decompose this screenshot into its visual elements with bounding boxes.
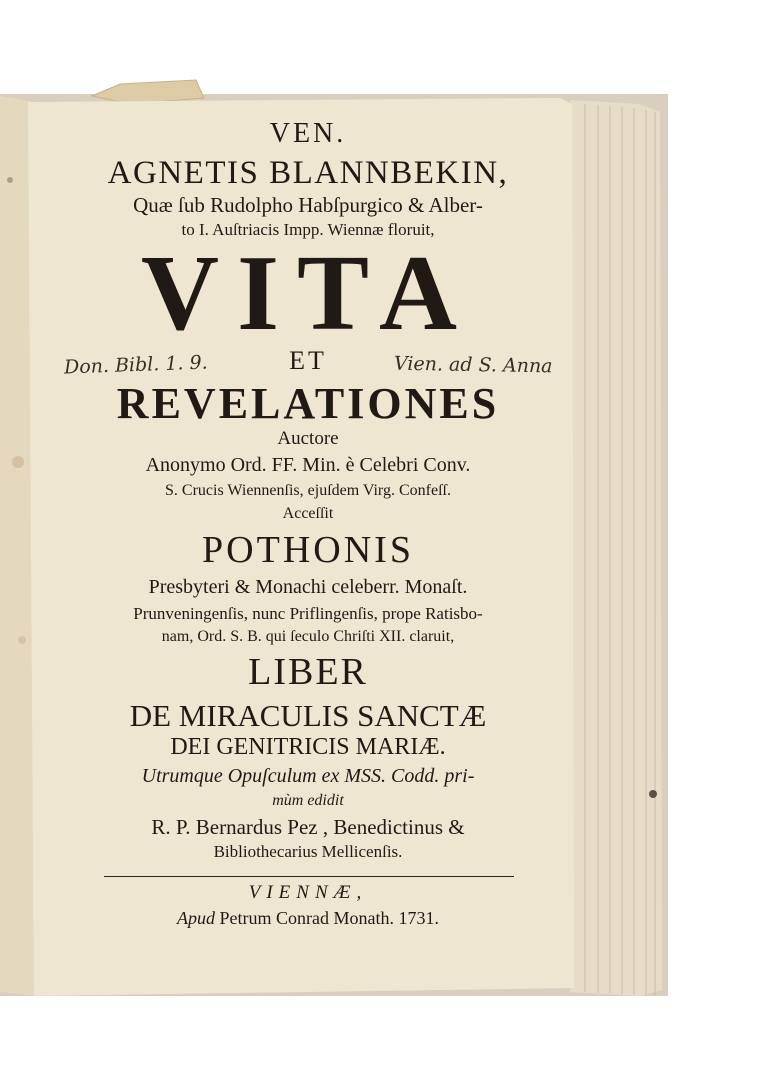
author-honorific: VEN. [269, 118, 347, 149]
second-author-line-1: Presbyteri & Monachi celeberr. Monaſt. [148, 576, 468, 598]
foxing-spot [7, 177, 13, 183]
page-edges [570, 100, 662, 996]
foxing-spot [12, 456, 24, 468]
second-title-liber: LIBER [248, 651, 368, 693]
accessit-label: Acceſſit [282, 505, 334, 522]
main-title-vita: VITA [140, 234, 476, 353]
editor-name: R. P. Bernardus Pez , Benedictinus & [151, 815, 465, 839]
editor-line-1: Utrumque Opuſculum ex MSS. Codd. pri- [141, 765, 475, 787]
handwritten-note-left: Don. Bibl. 1. 9. [63, 351, 208, 379]
author-line-1: Anonymo Ord. FF. Min. è Celebri Conv. [145, 454, 471, 476]
subject-name: AGNETIS BLANNBEKIN, [107, 155, 509, 191]
second-title-line-1: DE MIRACULIS SANCTÆ [129, 698, 487, 733]
subtitle-line-1: Quæ ſub Rudolpho Habſpurgico & Alber- [133, 193, 483, 217]
foxing-spot [18, 636, 26, 644]
apud-label: Apud [177, 908, 215, 928]
second-title-line-2: DEI GENITRICIS MARIÆ. [170, 734, 446, 760]
editor-title: Bibliothecarius Mellicenſis. [213, 842, 403, 861]
imprint-place: VIENNÆ, [248, 882, 368, 903]
second-author: POTHONIS [202, 529, 414, 571]
author-line-2: S. Crucis Wiennenſis, ejuſdem Virg. Confeſſ. [165, 482, 451, 499]
second-author-line-2: Prunveningenſis, nunc Priflingenſis, prope Ratisbo- [133, 604, 483, 623]
title-conjunction: ET [289, 346, 327, 375]
subtitle-line-2: to I. Auſtriacis Impp. Wiennæ floruit, [181, 220, 435, 239]
auctore-label: Auctore [277, 428, 339, 449]
second-author-line-3: nam, Ord. S. B. qui ſeculo Chriſti XII. claruit, [161, 628, 455, 645]
printer-name: Petrum Conrad Monath. 1731. [219, 908, 439, 928]
imprint-printer [44, 908, 572, 929]
main-title-revelationes: REVELATIONES [116, 379, 500, 428]
handwritten-note-right: Vien. ad S. Anna [393, 352, 553, 378]
editor-line-2: mùm edidit [272, 792, 344, 809]
imprint-divider [104, 876, 514, 877]
ink-spot [649, 790, 657, 798]
